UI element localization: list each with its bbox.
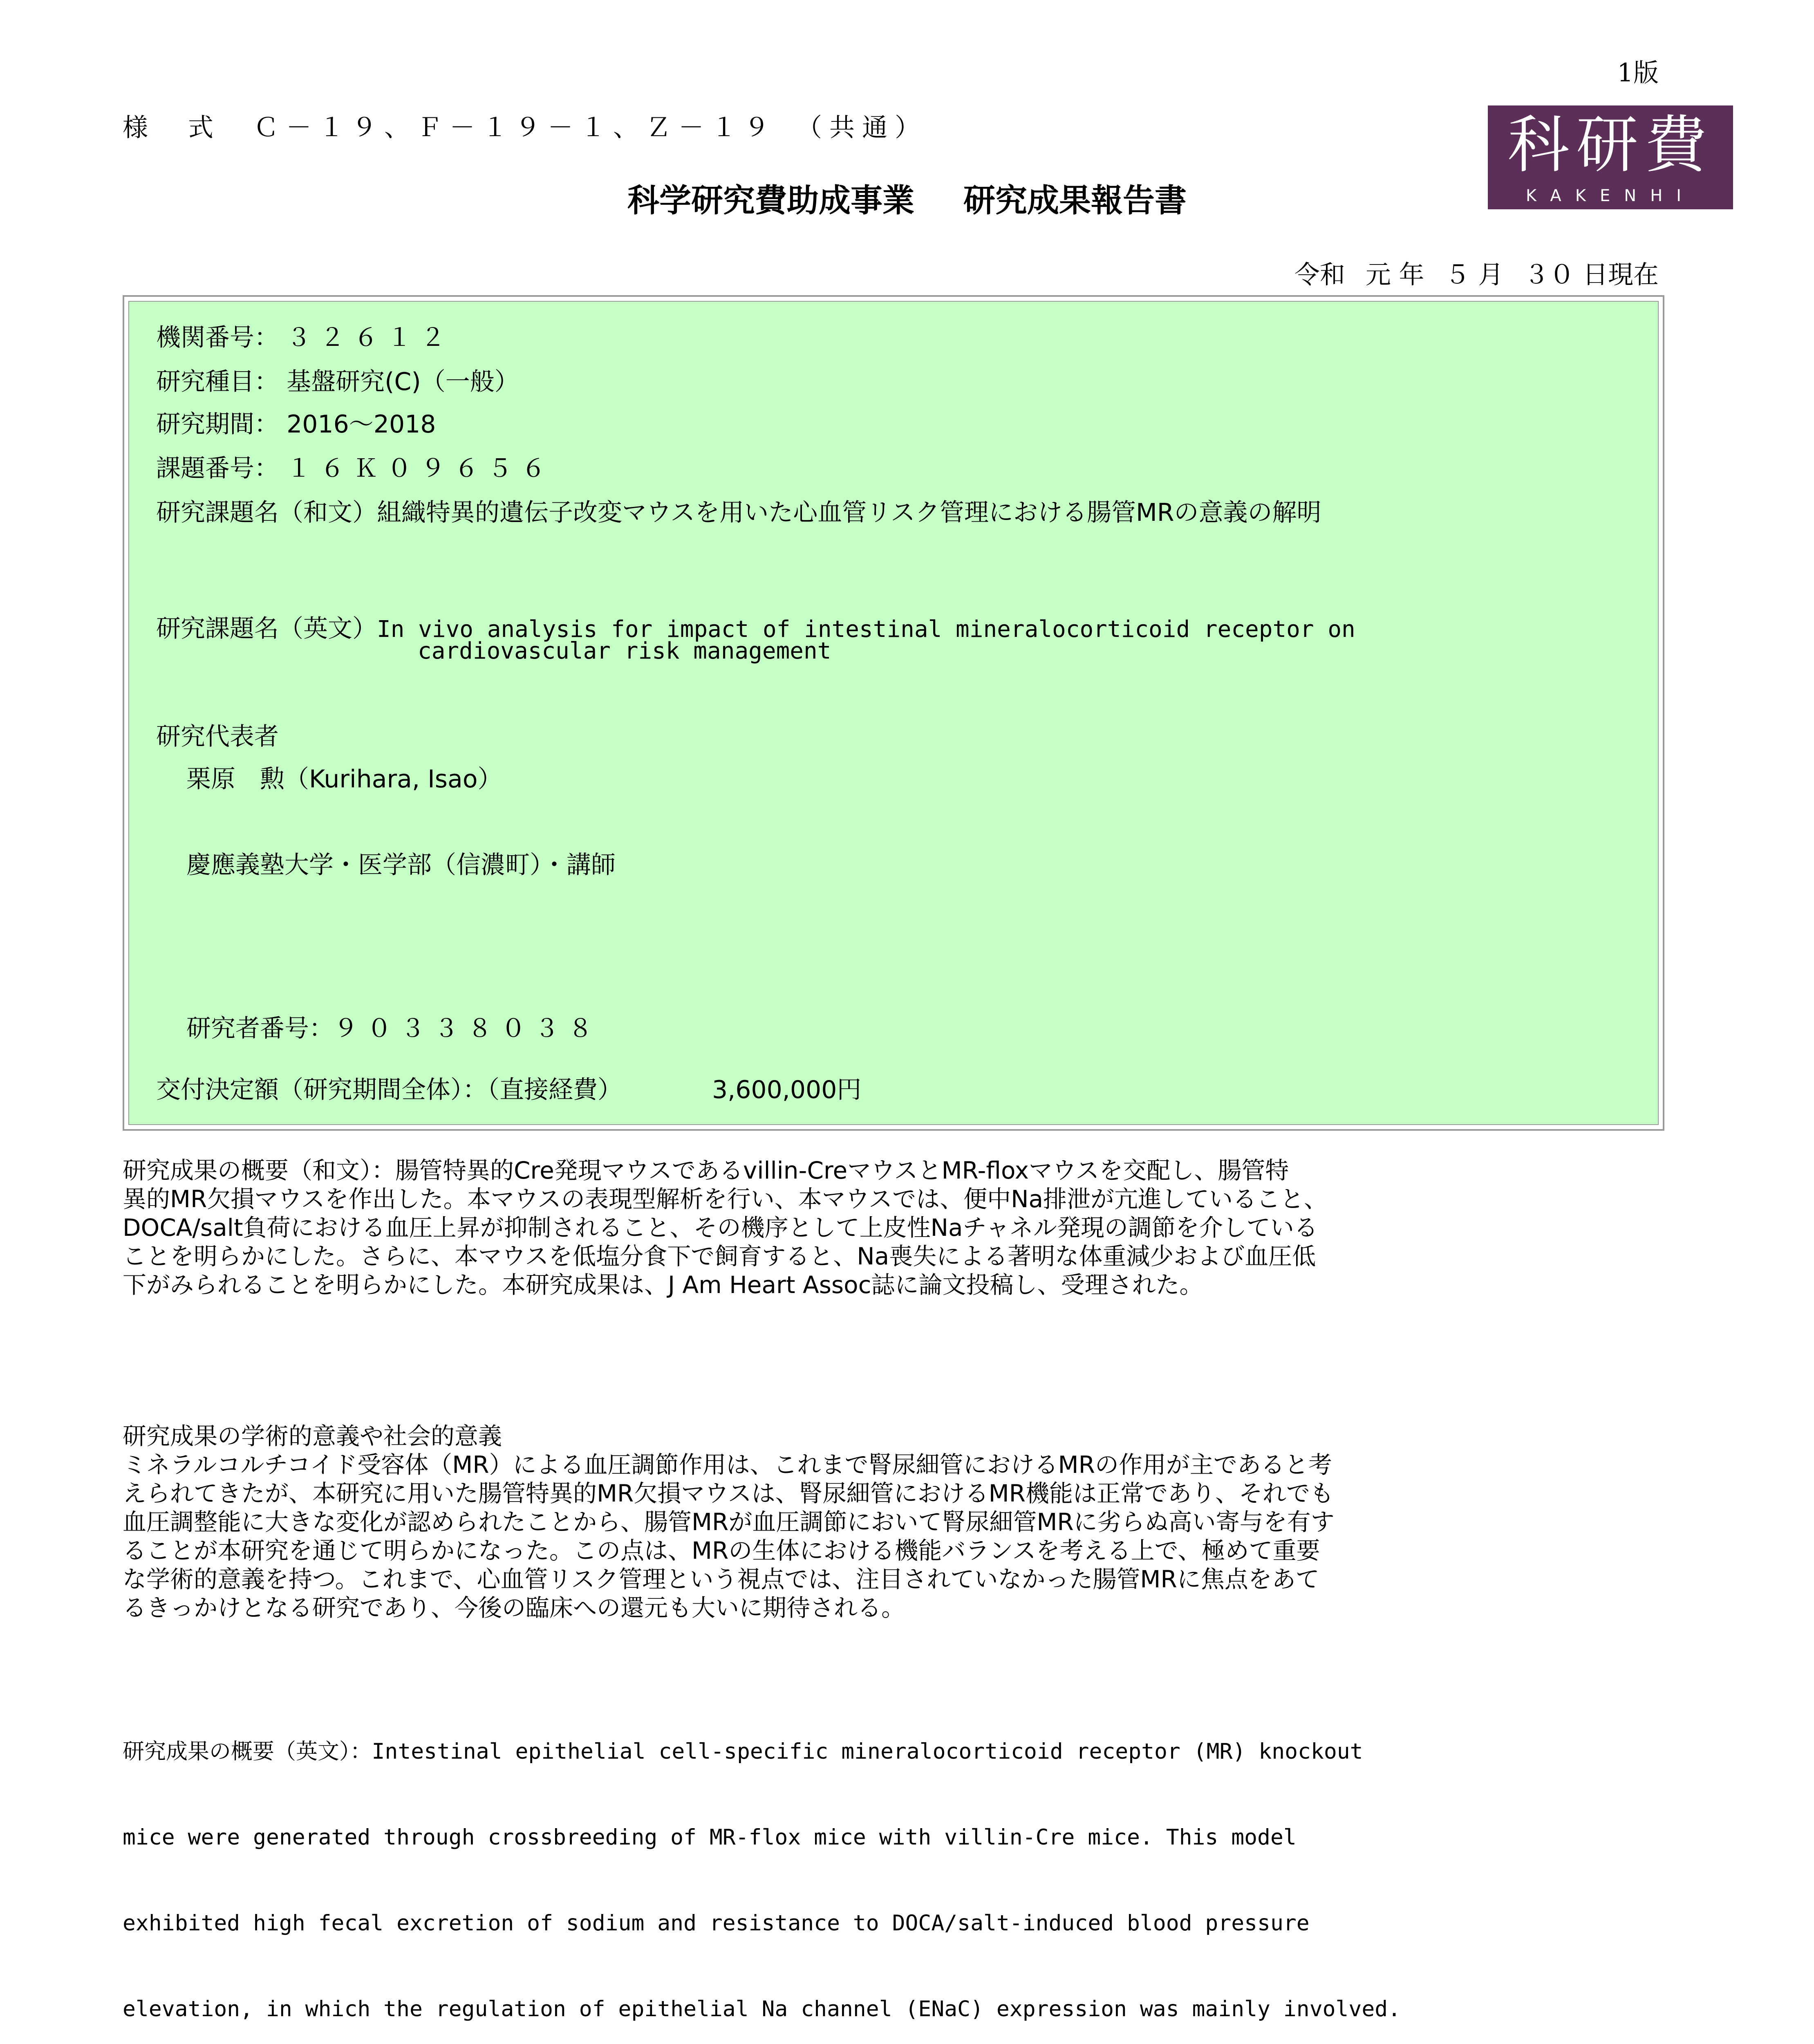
summary-ja-line: DOCA/salt負荷における血圧上昇が抑制されること、その機序として上皮性Naチャネル発現の調節を介している (123, 1214, 1318, 1242)
period-value: 2016～2018 (287, 410, 436, 439)
report-date (1274, 254, 1659, 291)
summary-en-line: mice were generated through crossbreeding of MR-flox mice with villin-Cre mice. This model (123, 1825, 1297, 1850)
type-row (156, 362, 519, 397)
period-label: 研究期間： (156, 410, 279, 439)
program-name: 科学研究費助成事業 (627, 182, 914, 219)
logo-kanji: 科研費 (1507, 109, 1713, 181)
summary-en-line: exhibited high fecal excretion of sodium and resistance to DOCA/salt-induced blood pressure (123, 1911, 1310, 1936)
date-month: ５ 月 (1444, 260, 1504, 289)
institution-row (156, 318, 454, 353)
significance-line: な学術的意義を持つ。これまで、心血管リスク管理という視点では、注目されていなかった腸管MRに焦点をあて (123, 1565, 1319, 1593)
title-en-label: 研究課題名（英文） (156, 614, 377, 643)
summary-en-line: elevation, in which the regulation of epithelial Na channel (ENaC) expression was mainly involved. (123, 1997, 1401, 2022)
significance-line: 血圧調整能に大きな変化が認められたことから、腸管MRが血圧調節において腎尿細管MRに劣らぬ高い寄与を有す (123, 1508, 1335, 1536)
info-box-inner (128, 301, 1659, 1125)
significance-heading: 研究成果の学術的意義や社会的意義 (123, 1422, 502, 1450)
project-row (156, 449, 555, 484)
project-value: １６Ｋ０９６５６ (287, 454, 555, 483)
summary-ja-line: 異的MR欠損マウスを作出した。本マウスの表現型解析を行い、本マウスでは、便中Na排泄が亢進していること、 (123, 1185, 1328, 1213)
researcher-no: ９０３３８０３８ (334, 1014, 602, 1043)
affiliation: 慶應義塾大学・医学部（信濃町）・講師 (186, 851, 616, 879)
summary-ja-line: 研究成果の概要（和文）：腸管特異的Cre発現マウスであるvillin-CreマウスとMR-floxマウスを交配し、腸管特 (123, 1156, 1289, 1184)
significance-line: ミネラルコルチコイド受容体（MR）による血圧調節作用は、これまで腎尿細管におけるMRの作用が主であると考 (123, 1451, 1332, 1479)
significance-line: るきっかけとなる研究であり、今後の臨床への還元も大いに期待される。 (123, 1594, 905, 1622)
representative-label: 研究代表者 (156, 722, 279, 751)
project-label: 課題番号： (156, 454, 279, 483)
summary-en (123, 1680, 1602, 2044)
significance (123, 1422, 1602, 1622)
form-id: 様 式 Ｃ－１９、Ｆ－１９－１、Ｚ－１９ （共通） (123, 112, 928, 142)
report-title: 研究成果報告書 (963, 182, 1187, 219)
date-year: 元 年 (1365, 260, 1424, 289)
title-en-line1: In vivo analysis for impact of intestinal mineralocorticoid receptor on (377, 616, 1355, 643)
researcher-no-row (186, 1009, 602, 1044)
significance-line: ることが本研究を通じて明らかになった。この点は、MRの生体における機能バランスを考える上で、極めて重要 (123, 1537, 1320, 1564)
logo-roman: KAKENHI (1525, 186, 1695, 205)
summary-ja (123, 1156, 1602, 1299)
kakenhi-logo (1488, 105, 1733, 209)
title-ja: 組織特異的遺伝子改変マウスを用いた心血管リスク管理における腸管MRの意義の解明 (377, 498, 1321, 527)
grant-label: 交付決定額（研究期間全体）：（直接経費） (156, 1076, 622, 1104)
grant-row (156, 1070, 861, 1105)
summary-en-line: 研究成果の概要（英文）：Intestinal epithelial cell-specific mineralocorticoid receptor (MR) knockout (123, 1739, 1363, 1764)
representative-name: 栗原 勲（Kurihara, Isao） (186, 765, 502, 793)
institution-value: ３２６１２ (287, 323, 455, 352)
period-row (156, 405, 436, 440)
type-label: 研究種目： (156, 368, 279, 396)
institution-label: 機関番号： (156, 323, 279, 352)
version-label: 1版 (1617, 58, 1659, 87)
significance-line: えられてきたが、本研究に用いた腸管特異的MR欠損マウスは、腎尿細管におけるMR機能は正常であり、それでも (123, 1479, 1334, 1507)
title-en-line2: cardiovascular risk management (418, 638, 831, 664)
title-ja-label: 研究課題名（和文） (156, 498, 377, 527)
summary-ja-line: ことを明らかにした。さらに、本マウスを低塩分食下で飼育すると、Na喪失による著明な体重減少および血圧低 (123, 1242, 1316, 1270)
grant-value: 3,600,000円 (712, 1076, 862, 1104)
date-era: 令和 (1294, 260, 1345, 289)
summary-ja-line: 下がみられることを明らかにした。本研究成果は、J Am Heart Assoc誌に論文投稿し、受理された。 (123, 1271, 1203, 1299)
date-day: ３０ 日現在 (1524, 260, 1659, 289)
researcher-no-label: 研究者番号： (186, 1014, 334, 1043)
info-box (123, 295, 1664, 1131)
type-value: 基盤研究(C)（一般） (287, 368, 519, 396)
title-ja-row (156, 493, 1321, 528)
